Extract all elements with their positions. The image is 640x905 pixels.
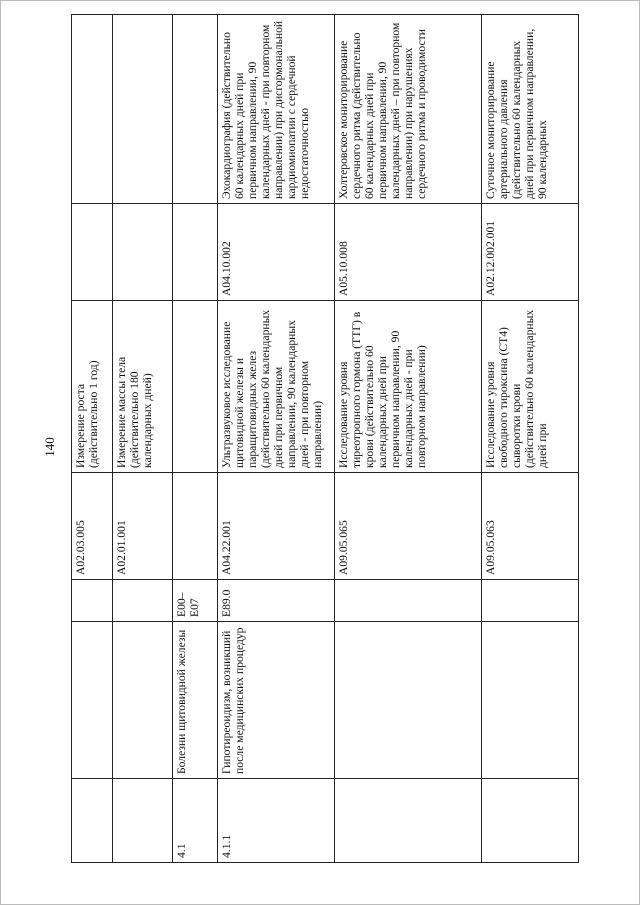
table-row [72,15,113,863]
service-code-cell: A09.05.065 [335,473,482,580]
table-area [71,15,578,863]
service-code-cell: A05.10.008 [335,204,482,301]
icd-code-cell [335,580,482,622]
table-row [218,15,335,863]
section-name-cell: Болезни щитовидной железы [173,622,218,779]
service-name-cell: Эхокардиография (действительно 60 календарных дней при первичном направлении, 90 календарных дней - при повторном направлении) при дисгормональной кардиомиопатии с сердечной недостаточностью [218,15,335,204]
service-code-cell: A04.22.001 [218,473,335,580]
page-number: 140 [42,437,57,457]
table-row [113,15,173,863]
icd-code-cell [113,580,173,622]
section-code-cell [335,779,482,863]
section-name-cell [482,622,579,779]
service-name-cell [173,301,218,473]
icd-code-cell: E89.0 [218,580,335,622]
section-name-cell [72,622,113,779]
service-name-cell: Измерение массы тела (действительно 180 календарных дней) [113,301,173,473]
icd-code-cell [72,580,113,622]
service-code-cell: A02.03.005 [72,473,113,580]
table-row [482,15,579,863]
rotated-table-wrapper [71,15,578,863]
service-name-cell: Измерение роста (действительно 1 год) [72,301,113,473]
service-name-cell [173,15,218,204]
section-name-cell [113,622,173,779]
section-code-cell: 4.1 [173,779,218,863]
section-code-cell [482,779,579,863]
service-name-cell: Ультразвуковое исследование щитовидной железы и паращитовидных желез (действительно 60 календарных дней при первичном направлении, 90 календарных дней - при повторном направлении) [218,301,335,473]
service-name-cell [113,15,173,204]
service-name-cell [72,15,113,204]
table-row [173,15,218,863]
icd-code-cell: E00–E07 [173,580,218,622]
icd-code-cell [482,580,579,622]
service-name-cell: Исследование уровня свободного тироксина (СТ4) сыворотки крови (действительно 60 календарных дней при [482,301,579,473]
service-code-cell: A02.12.002.001 [482,204,579,301]
service-name-cell: Суточное мониторирование артериального давления (действительно 60 календарных дней при первичном направлении, 90 календарных [482,15,579,204]
table-row [335,15,482,863]
section-name-cell: Гипотиреоидизм, возникший после медицинских процедур [218,622,335,779]
service-code-cell [173,473,218,580]
services-table [71,14,579,863]
section-code-cell: 4.1.1 [218,779,335,863]
service-code-cell [173,204,218,301]
service-code-cell [113,204,173,301]
service-code-cell: A02.01.001 [113,473,173,580]
section-code-cell [72,779,113,863]
service-code-cell: A04.10.002 [218,204,335,301]
service-name-cell: Холтеровское мониторирование сердечного ритма (действительно 60 календарных дней при первичном направлении, 90 календарных дней – при повторном направлении) при нарушениях сердечного ритма и проводимости [335,15,482,204]
service-code-cell: A09.05.063 [482,473,579,580]
section-name-cell [335,622,482,779]
service-code-cell [72,204,113,301]
service-name-cell: Исследование уровня тиреотропного гормона (ТТГ) в крови (действительно 60 календарных дней при первичном направлении, 90 календарных дней - при повторном направлении) [335,301,482,473]
section-code-cell [113,779,173,863]
